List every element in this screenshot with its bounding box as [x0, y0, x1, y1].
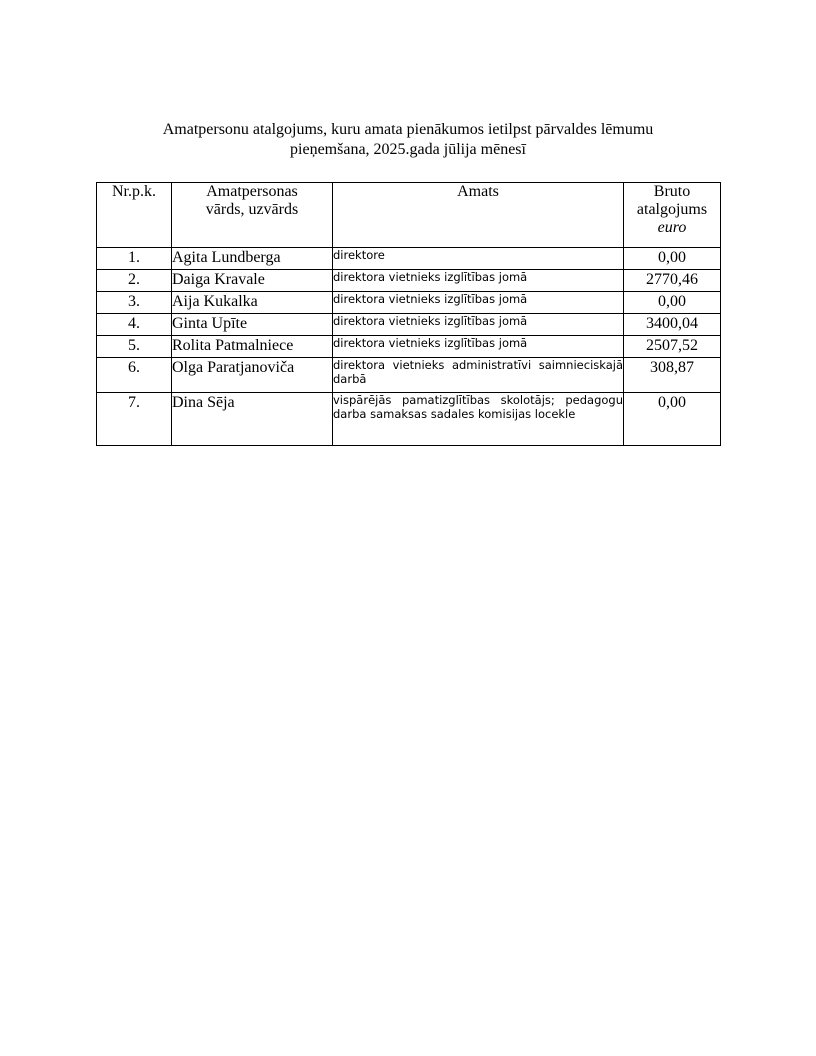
table-row	[97, 393, 721, 446]
header-amount-unit: euro	[657, 219, 687, 236]
table-row	[97, 248, 721, 270]
row-position: direktora vietnieks izglītības jomā	[333, 314, 624, 336]
table-row	[97, 358, 721, 393]
header-position: Amats	[333, 183, 624, 248]
table-row	[97, 292, 721, 314]
row-nr: 6.	[97, 358, 172, 393]
row-amount: 308,87	[624, 358, 721, 393]
row-position: direktora vietnieks administratīvi saimnieciskajā darbā	[333, 358, 624, 393]
row-nr: 4.	[97, 314, 172, 336]
row-nr: 2.	[97, 270, 172, 292]
header-name	[172, 183, 333, 248]
header-amount	[624, 183, 721, 248]
row-position: vispārējās pamatizglītības skolotājs; pedagogu darba samaksas sadales komisijas locekle	[333, 393, 624, 446]
row-nr: 7.	[97, 393, 172, 446]
table-row	[97, 314, 721, 336]
table-row	[97, 270, 721, 292]
header-amount-line-1: Bruto	[653, 183, 691, 200]
row-name: Aija Kukalka	[172, 292, 333, 314]
row-name: Agita Lundberga	[172, 248, 333, 270]
header-nr: Nr.p.k.	[97, 183, 172, 248]
title-line-2: pieņemšana, 2025.gada jūlija mēnesī	[290, 141, 526, 158]
row-position: direktora vietnieks izglītības jomā	[333, 270, 624, 292]
row-position: direktore	[333, 248, 624, 270]
table-row	[97, 336, 721, 358]
row-amount: 2507,52	[624, 336, 721, 358]
row-position: direktora vietnieks izglītības jomā	[333, 292, 624, 314]
document-title	[96, 120, 720, 160]
row-name: Dina Sēja	[172, 393, 333, 446]
row-amount: 2770,46	[624, 270, 721, 292]
row-position: direktora vietnieks izglītības jomā	[333, 336, 624, 358]
salary-table	[96, 182, 721, 446]
row-nr: 3.	[97, 292, 172, 314]
row-amount: 0,00	[624, 393, 721, 446]
row-name: Olga Paratjanoviča	[172, 358, 333, 393]
row-amount: 0,00	[624, 292, 721, 314]
title-line-1: Amatpersonu atalgojums, kuru amata pienākumos ietilpst pārvaldes lēmumu	[162, 121, 654, 138]
header-name-line-1: Amatpersonas	[206, 183, 298, 200]
header-name-line-2: vārds, uzvārds	[205, 201, 299, 218]
row-name: Rolita Patmalniece	[172, 336, 333, 358]
row-name: Daiga Kravale	[172, 270, 333, 292]
row-nr: 1.	[97, 248, 172, 270]
row-amount: 3400,04	[624, 314, 721, 336]
table-header-row	[97, 183, 721, 248]
header-amount-line-2: atalgojums	[636, 201, 708, 218]
row-amount: 0,00	[624, 248, 721, 270]
row-name: Ginta Upīte	[172, 314, 333, 336]
row-nr: 5.	[97, 336, 172, 358]
